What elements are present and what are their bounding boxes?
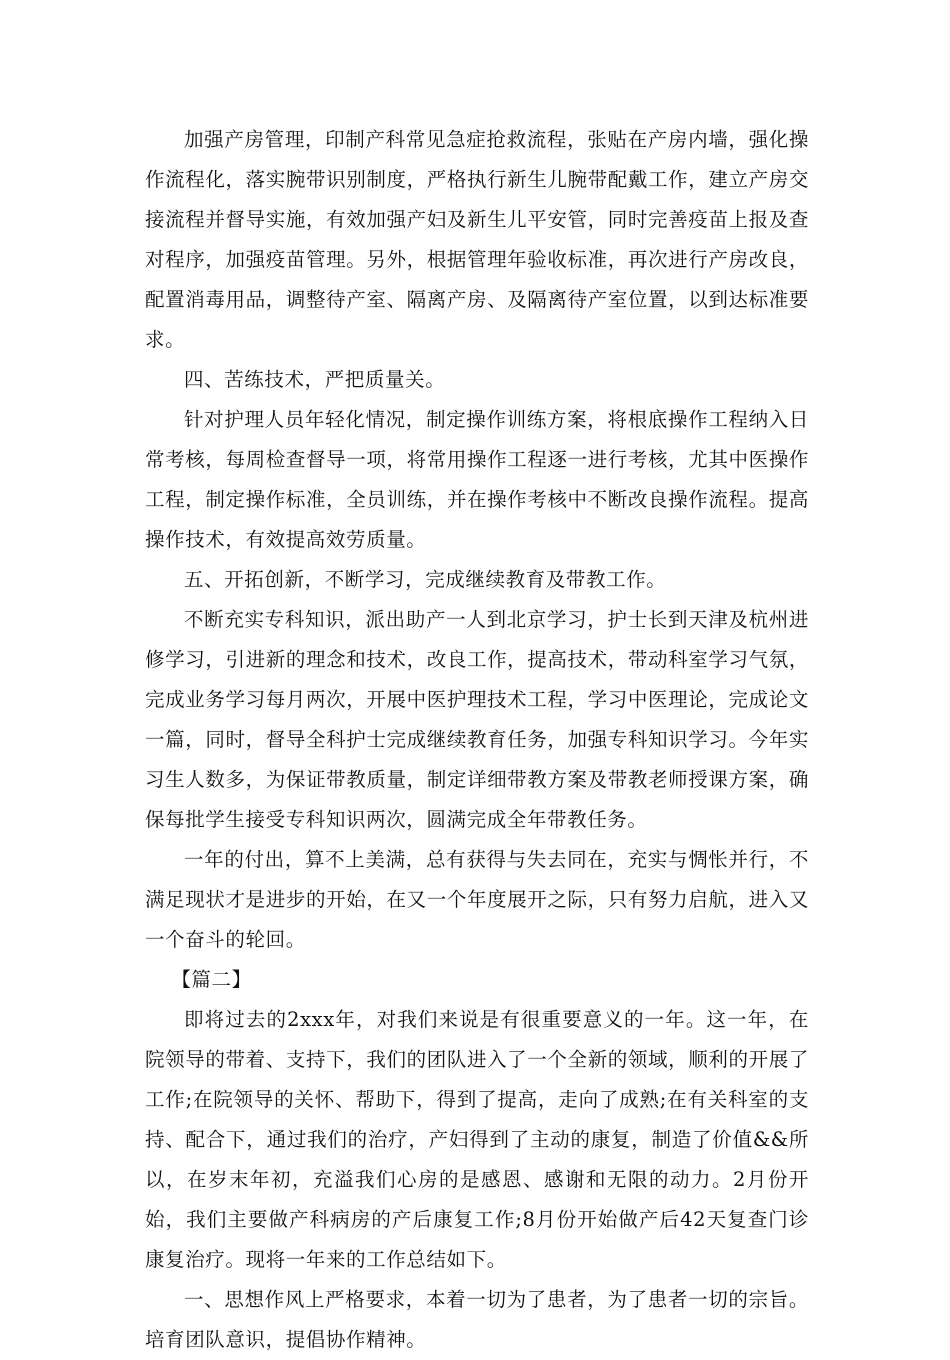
paragraph-year-overview: 即将过去的2xxx年，对我们来说是有很重要意义的一年。这一年，在院领导的带着、支持下，我们的团队进入了一个全新的领域，顺利的开展了工作;在院领导的关怀、帮助下，得到了提高，走向了成熟;在有关科室的支持、配合下，通过我们的治疗，产妇得到了主动的康复，制造了价值&&所以，在岁末年初，充溢我们心房的是感恩、感谢和无限的动力。2月份开始，我们主要做产科病房的产后康复工作;8月份开始做产后42天复查门诊康复治疗。现将一年来的工作总结如下。 <box>145 1008 809 1271</box>
paragraph-skill-training: 针对护理人员年轻化情况，制定操作训练方案，将根底操作工程纳入日常考核，每周检查督导一项，将常用操作工程逐一进行考核，尤其中医操作工程，制定操作标准，全员训练，并在操作考核中不断改良操作流程。提高操作技术，有效提高效劳质量。 <box>145 408 809 551</box>
paragraph-year-reflection: 一年的付出，算不上美满，总有获得与失去同在，充实与惆怅并行，不满足现状才是进步的开始，在又一个年度展开之际，只有努力启航，进入又一个奋斗的轮回。 <box>145 848 809 951</box>
paragraph-delivery-room-management: 加强产房管理，印制产科常见急症抢救流程，张贴在产房内墙，强化操作流程化，落实腕带识别制度，严格执行新生儿腕带配戴工作，建立产房交接流程并督导实施，有效加强产妇及新生儿平安管，同时完善疫苗上报及查对程序，加强疫苗管理。另外，根据管理年验收标准，再次进行产房改良，配置消毒用品，调整待产室、隔离产房、及隔离待产室位置，以到达标准要求。 <box>145 128 809 351</box>
section-tag-part-two: 【篇二】 <box>171 968 252 991</box>
section-heading-five: 五、开拓创新，不断学习，完成继续教育及带教工作。 <box>184 568 667 591</box>
document-body <box>145 120 809 1360</box>
paragraph-continuing-education: 不断充实专科知识，派出助产一人到北京学习，护士长到天津及杭州进修学习，引进新的理念和技术，改良工作，提高技术，带动科室学习气氛，完成业务学习每月两次，开展中医护理技术工程，学习中医理论，完成论文一篇，同时，督导全科护士完成继续教育任务，加强专科知识学习。今年实习生人数多，为保证带教质量，制定详细带教方案及带教老师授课方案，确保每批学生接受专科知识两次，圆满完成全年带教任务。 <box>145 608 809 831</box>
section-heading-four: 四、苦练技术，严把质量关。 <box>184 368 446 391</box>
paragraph-ideology-style: 一、思想作风上严格要求，本着一切为了患者，为了患者一切的宗旨。培育团队意识，提倡协作精神。 <box>145 1288 809 1351</box>
